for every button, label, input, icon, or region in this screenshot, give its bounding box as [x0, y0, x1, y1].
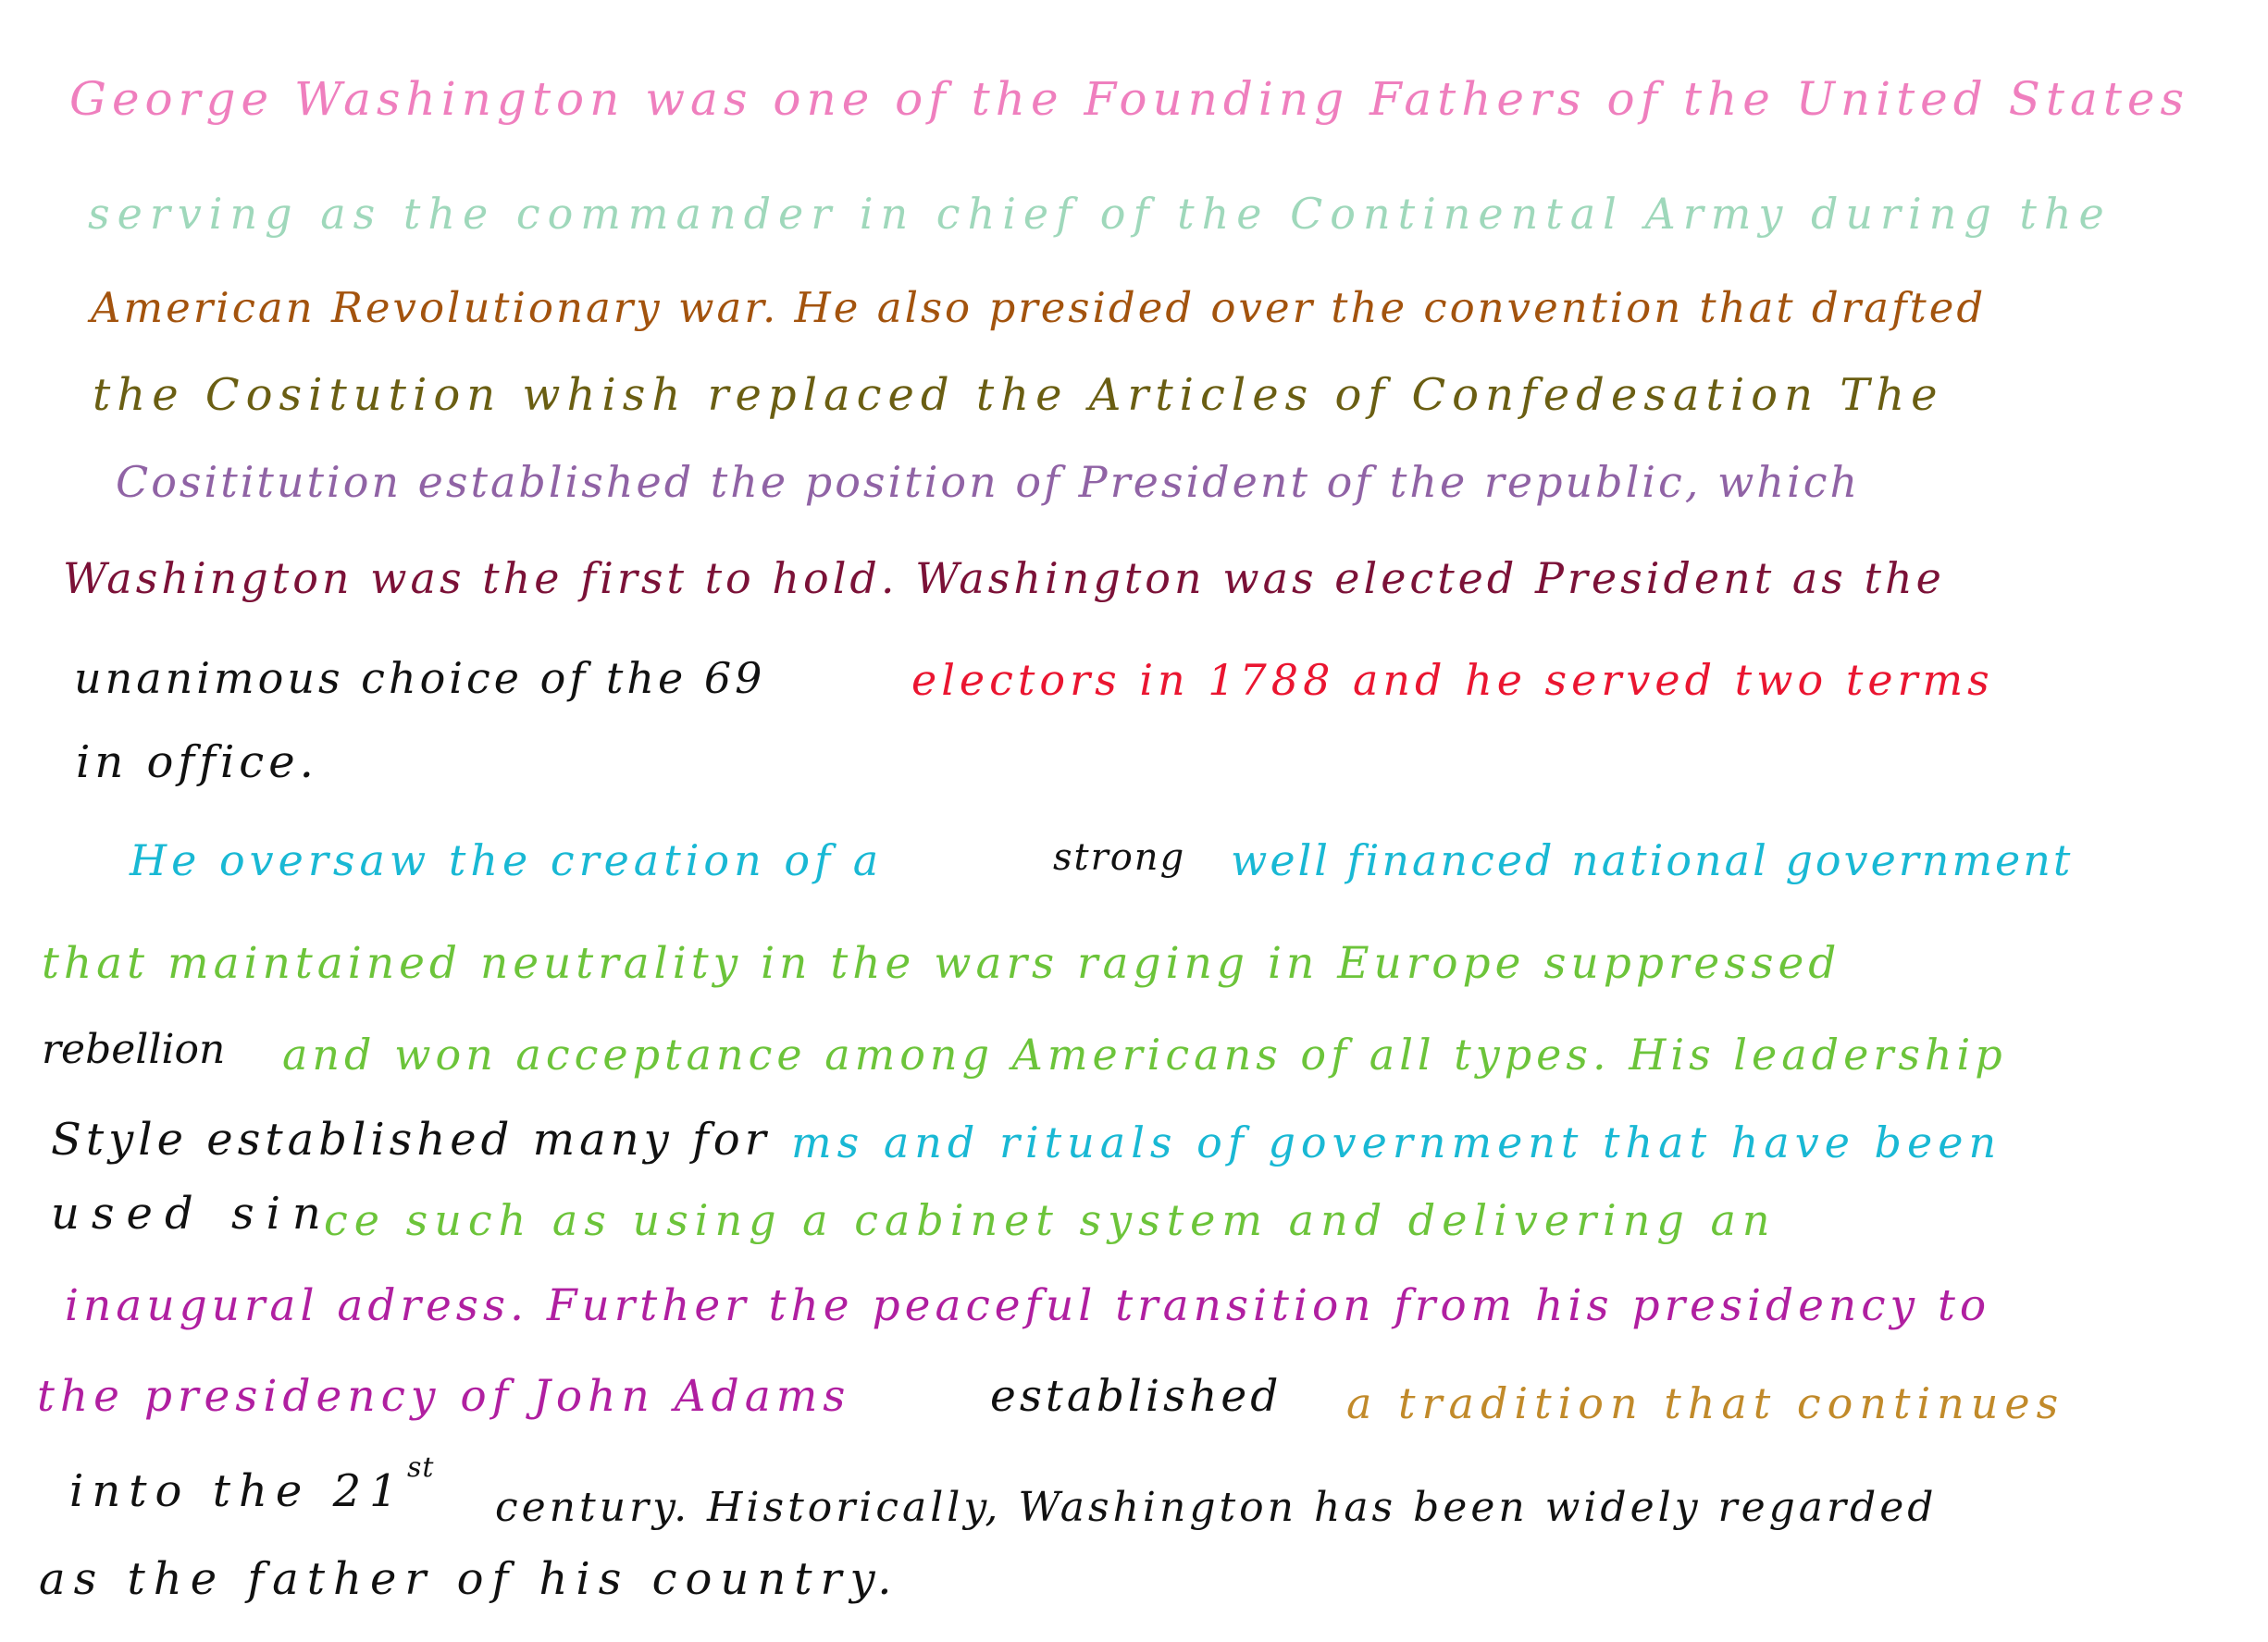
- text-line-5: [0, 442, 2268, 535]
- text-segment: American Revolutionary war. He also presided over the convention that drafted: [91, 283, 1987, 332]
- text-segment: the presidency of John Adams: [37, 1371, 851, 1422]
- text-line-4: [0, 354, 2268, 447]
- text-segment: George Washington was one of the Founding Fathers of the United States: [69, 72, 2190, 126]
- text-segment: and won acceptance among Americans of all types. His leadership: [282, 1030, 2007, 1080]
- text-segment: Washington was the first to hold. Washington was elected President as the: [63, 553, 1945, 603]
- text-segment: as the father of his country.: [39, 1553, 900, 1605]
- text-line-6: [0, 538, 2268, 631]
- text-line-9: [0, 828, 2268, 920]
- superscript: st: [407, 1451, 435, 1484]
- text-line-10: [0, 925, 2268, 1018]
- text-segment: Style established many for: [51, 1114, 771, 1166]
- text-line-14: [0, 1267, 2268, 1360]
- text-segment: the Cositution whish replaced the Articles of Confedesation The: [93, 369, 1944, 421]
- text-segment: in office.: [76, 736, 318, 788]
- text-segment: He oversaw the creation of a: [130, 835, 884, 885]
- text-segment: rebellion: [42, 1026, 226, 1073]
- text-segment: used sin: [51, 1188, 333, 1240]
- text-segment: serving as the commander in chief of the Continental Army during the: [88, 189, 2112, 239]
- text-segment: a tradition that continues: [1346, 1378, 2065, 1428]
- text-line-8: [0, 722, 2268, 814]
- text-segment: Cosititution established the position of President of the republic, which: [116, 457, 1861, 507]
- text-segment: century. Historically, Washington has been widely regarded: [495, 1484, 1938, 1531]
- text-line-11: [0, 1013, 2268, 1105]
- text-line-13: [0, 1175, 2268, 1267]
- text-segment: electors in 1788 and he served two terms: [911, 655, 1994, 705]
- text-line-16: [0, 1451, 2268, 1554]
- text-line-1: [0, 65, 2268, 157]
- text-line-15: [0, 1358, 2268, 1451]
- text-line-17: [0, 1549, 2268, 1642]
- text-segment: that maintained neutrality in the wars raging in Europe suppressed: [42, 938, 1841, 989]
- text-segment: well financed national government: [1231, 835, 2074, 885]
- text-line-3: [0, 268, 2268, 361]
- text-segment: ms and rituals of government that have been: [791, 1117, 2002, 1167]
- text-segment: ce such as using a cabinet system and delivering an: [324, 1195, 1777, 1245]
- text-segment: strong: [1053, 836, 1186, 879]
- text-segment: into the 21: [69, 1465, 406, 1517]
- text-segment: established: [990, 1371, 1283, 1422]
- text-line-2: [0, 174, 2268, 266]
- text-segment: inaugural adress. Further the peaceful transition from his presidency to: [65, 1280, 1991, 1331]
- text-line-7: [0, 638, 2268, 731]
- text-segment: unanimous choice of the 69: [74, 653, 766, 703]
